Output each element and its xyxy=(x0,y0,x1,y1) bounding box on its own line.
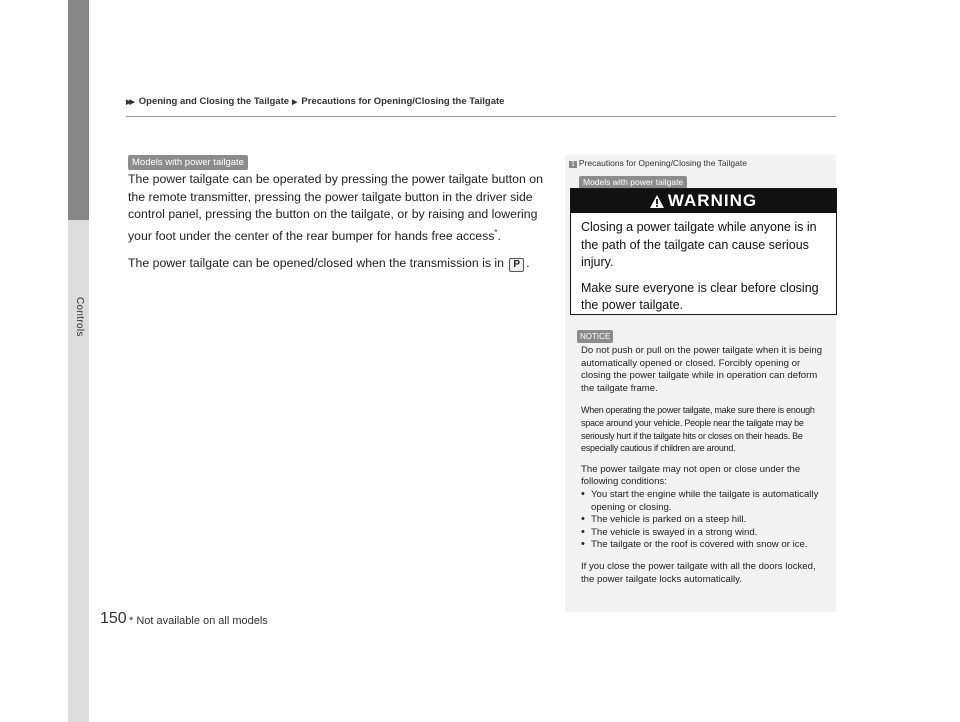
warning-text-1: Closing a power tailgate while anyone is in the path of the tailgate can cause serious injury. xyxy=(581,220,817,270)
breadcrumb-arrow-icon: ▶▶ xyxy=(126,98,133,106)
header-divider xyxy=(126,116,836,117)
closing-text: If you close the power tailgate with all the doors locked, the power tailgate locks automatically. xyxy=(581,560,816,585)
breadcrumb-arrow-icon: ▶ xyxy=(292,98,296,106)
warning-triangle-icon xyxy=(650,195,664,208)
sidebar-notes xyxy=(565,155,836,612)
notes-body xyxy=(581,345,831,595)
side-tab-dark xyxy=(68,0,89,220)
model-badge: Models with power tailgate xyxy=(579,176,687,189)
list-item: • The vehicle is swayed in a strong wind. xyxy=(581,527,831,540)
ref-number-icon: 1 xyxy=(571,161,575,168)
warning-text-2: Make sure everyone is clear before closing the power tailgate. xyxy=(581,280,819,313)
breadcrumb-item-2[interactable]: Precautions for Opening/Closing the Tailgate xyxy=(301,96,505,107)
gear-p-icon: P xyxy=(509,258,524,272)
section-label: Controls xyxy=(74,297,85,337)
notice-text: Do not push or pull on the power tailgate when it is being automatically opened or closed. Forcibly opening or closing the power tailgate while in operation can deform the tailgate frame. xyxy=(581,345,823,394)
footnote: * Not available on all models xyxy=(129,615,268,627)
conditions-list xyxy=(581,489,831,552)
breadcrumb-item-1[interactable]: Opening and Closing the Tailgate xyxy=(138,96,290,107)
caution-text: When operating the power tailgate, make sure there is enough space around your vehicle. People near the tailgate may be seriously hurt if the tailgate hits or closes on their heads. Be especially cautious if children are around. xyxy=(581,405,815,454)
breadcrumb xyxy=(126,96,504,107)
conditions-intro: The power tailgate may not open or close under the following conditions: xyxy=(581,463,801,488)
list-item: • You start the engine while the tailgate is automatically opening or closing. xyxy=(581,489,831,514)
model-badge: Models with power tailgate xyxy=(128,155,248,170)
paragraph-operation: The power tailgate can be operated by pressing the power tailgate button on the remote transmitter, pressing the power tailgate button in the driver side control panel, pressing the button on the tailgate, or by raising and lowering your foot under the center of the rear bumper for hands free access*. xyxy=(128,172,543,243)
warning-header xyxy=(571,189,836,213)
footnote-marker: * xyxy=(494,227,498,237)
warning-box xyxy=(570,188,837,315)
page-number: 150 xyxy=(100,610,127,627)
notes-title: 1 Precautions for Opening/Closing the Tailgate xyxy=(571,158,747,168)
side-tab-light xyxy=(68,220,89,722)
warning-text xyxy=(571,213,836,315)
main-content xyxy=(128,171,553,283)
list-item: • The vehicle is parked on a steep hill. xyxy=(581,514,831,527)
warning-label: WARNING xyxy=(667,191,758,210)
paragraph-transmission: The power tailgate can be opened/closed when the transmission is in P . xyxy=(128,256,530,271)
notice-badge: NOTICE xyxy=(577,330,613,343)
list-item: • The tailgate or the roof is covered with snow or ice. xyxy=(581,539,831,552)
